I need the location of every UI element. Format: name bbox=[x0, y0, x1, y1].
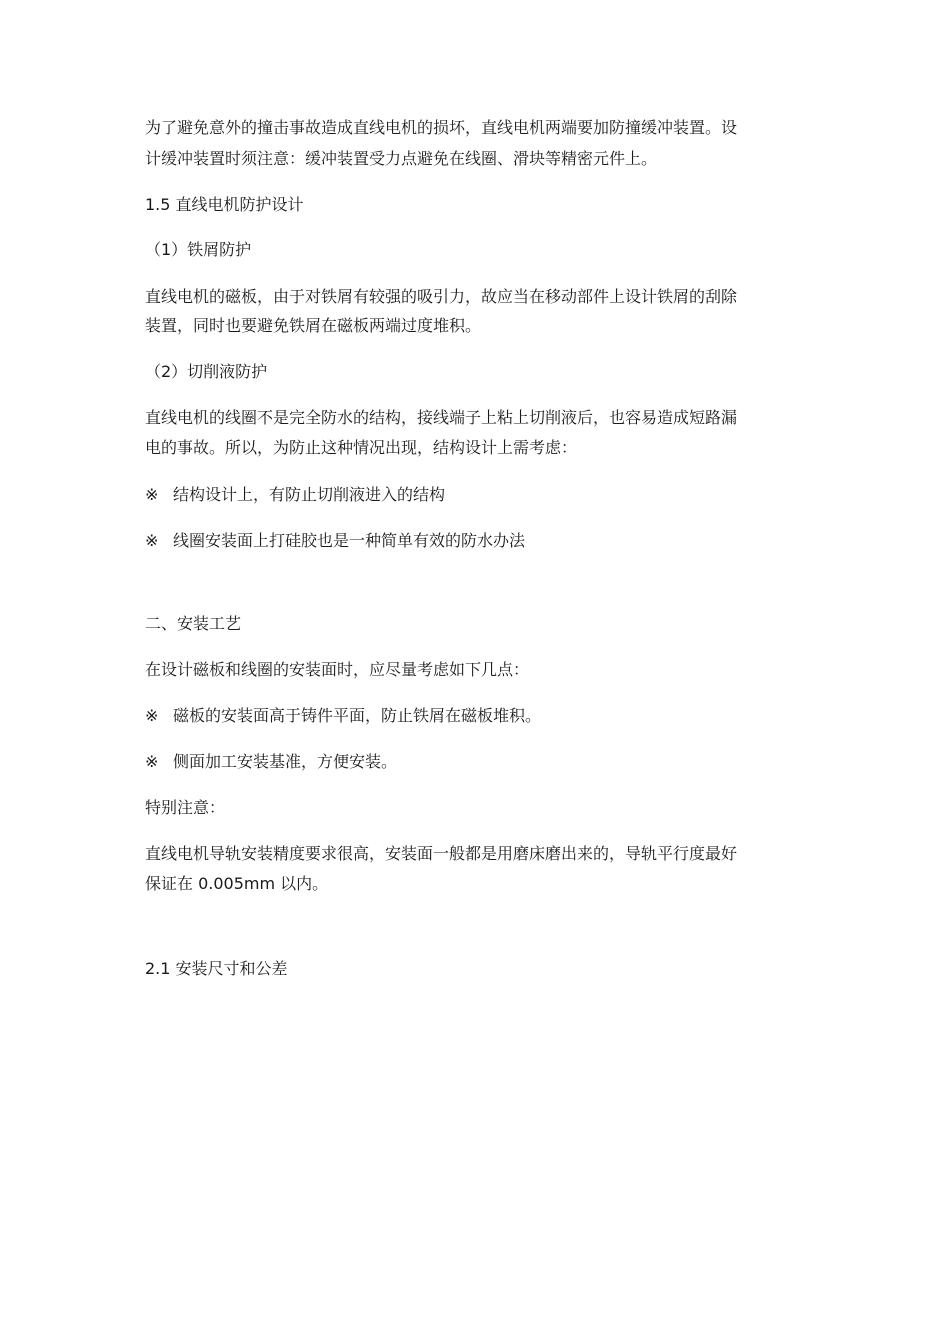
heading-1-5: 1.5 直线电机防护设计 bbox=[145, 195, 304, 214]
bullet-mark: ※ bbox=[145, 752, 159, 771]
heading-2-1: 2.1 安装尺寸和公差 bbox=[145, 959, 288, 978]
paragraph-iron-chip-line-1: 直线电机的磁板，由于对铁屑有较强的吸引力，故应当在移动部件上设计铁屑的刮除 bbox=[145, 287, 738, 306]
bullet-mark: ※ bbox=[145, 485, 159, 504]
bullet-text: 侧面加工安装基准，方便安装。 bbox=[173, 752, 398, 771]
bullet-item bbox=[145, 485, 445, 505]
paragraph-coolant-line-2: 电的事故。所以，为防止这种情况出现，结构设计上需考虑： bbox=[145, 438, 578, 457]
bullet-text: 线圈安装面上打硅胶也是一种简单有效的防水办法 bbox=[173, 531, 526, 550]
heading-section-2: 二、安装工艺 bbox=[145, 614, 242, 633]
paragraph-buffer-line-1: 为了避免意外的撞击事故造成直线电机的损坏，直线电机两端要加防撞缓冲装置。设 bbox=[145, 118, 738, 137]
bullet-item bbox=[145, 752, 397, 772]
paragraph-precision-line-2: 保证在 0.005mm 以内。 bbox=[145, 874, 329, 893]
paragraph-install-surface: 在设计磁板和线圈的安装面时，应尽量考虑如下几点： bbox=[145, 660, 530, 679]
bullet-text: 结构设计上，有防止切削液进入的结构 bbox=[173, 485, 446, 504]
paragraph-iron-chip-line-2: 装置，同时也要避免铁屑在磁板两端过度堆积。 bbox=[145, 316, 482, 335]
bullet-text: 磁板的安装面高于铸件平面，防止铁屑在磁板堆积。 bbox=[173, 706, 542, 725]
paragraph-buffer-line-2: 计缓冲装置时须注意：缓冲装置受力点避免在线圈、滑块等精密元件上。 bbox=[145, 149, 658, 168]
subheading-iron-chip: （1）铁屑防护 bbox=[145, 240, 252, 259]
paragraph-precision-line-1: 直线电机导轨安装精度要求很高，安装面一般都是用磨床磨出来的，导轨平行度最好 bbox=[145, 844, 738, 863]
bullet-item bbox=[145, 531, 525, 551]
bullet-mark: ※ bbox=[145, 531, 159, 550]
subheading-coolant: （2）切削液防护 bbox=[145, 362, 268, 381]
bullet-item bbox=[145, 706, 541, 726]
bullet-mark: ※ bbox=[145, 706, 159, 725]
paragraph-coolant-line-1: 直线电机的线圈不是完全防水的结构，接线端子上粘上切削液后，也容易造成短路漏 bbox=[145, 408, 738, 427]
note-label: 特别注意： bbox=[145, 798, 226, 817]
